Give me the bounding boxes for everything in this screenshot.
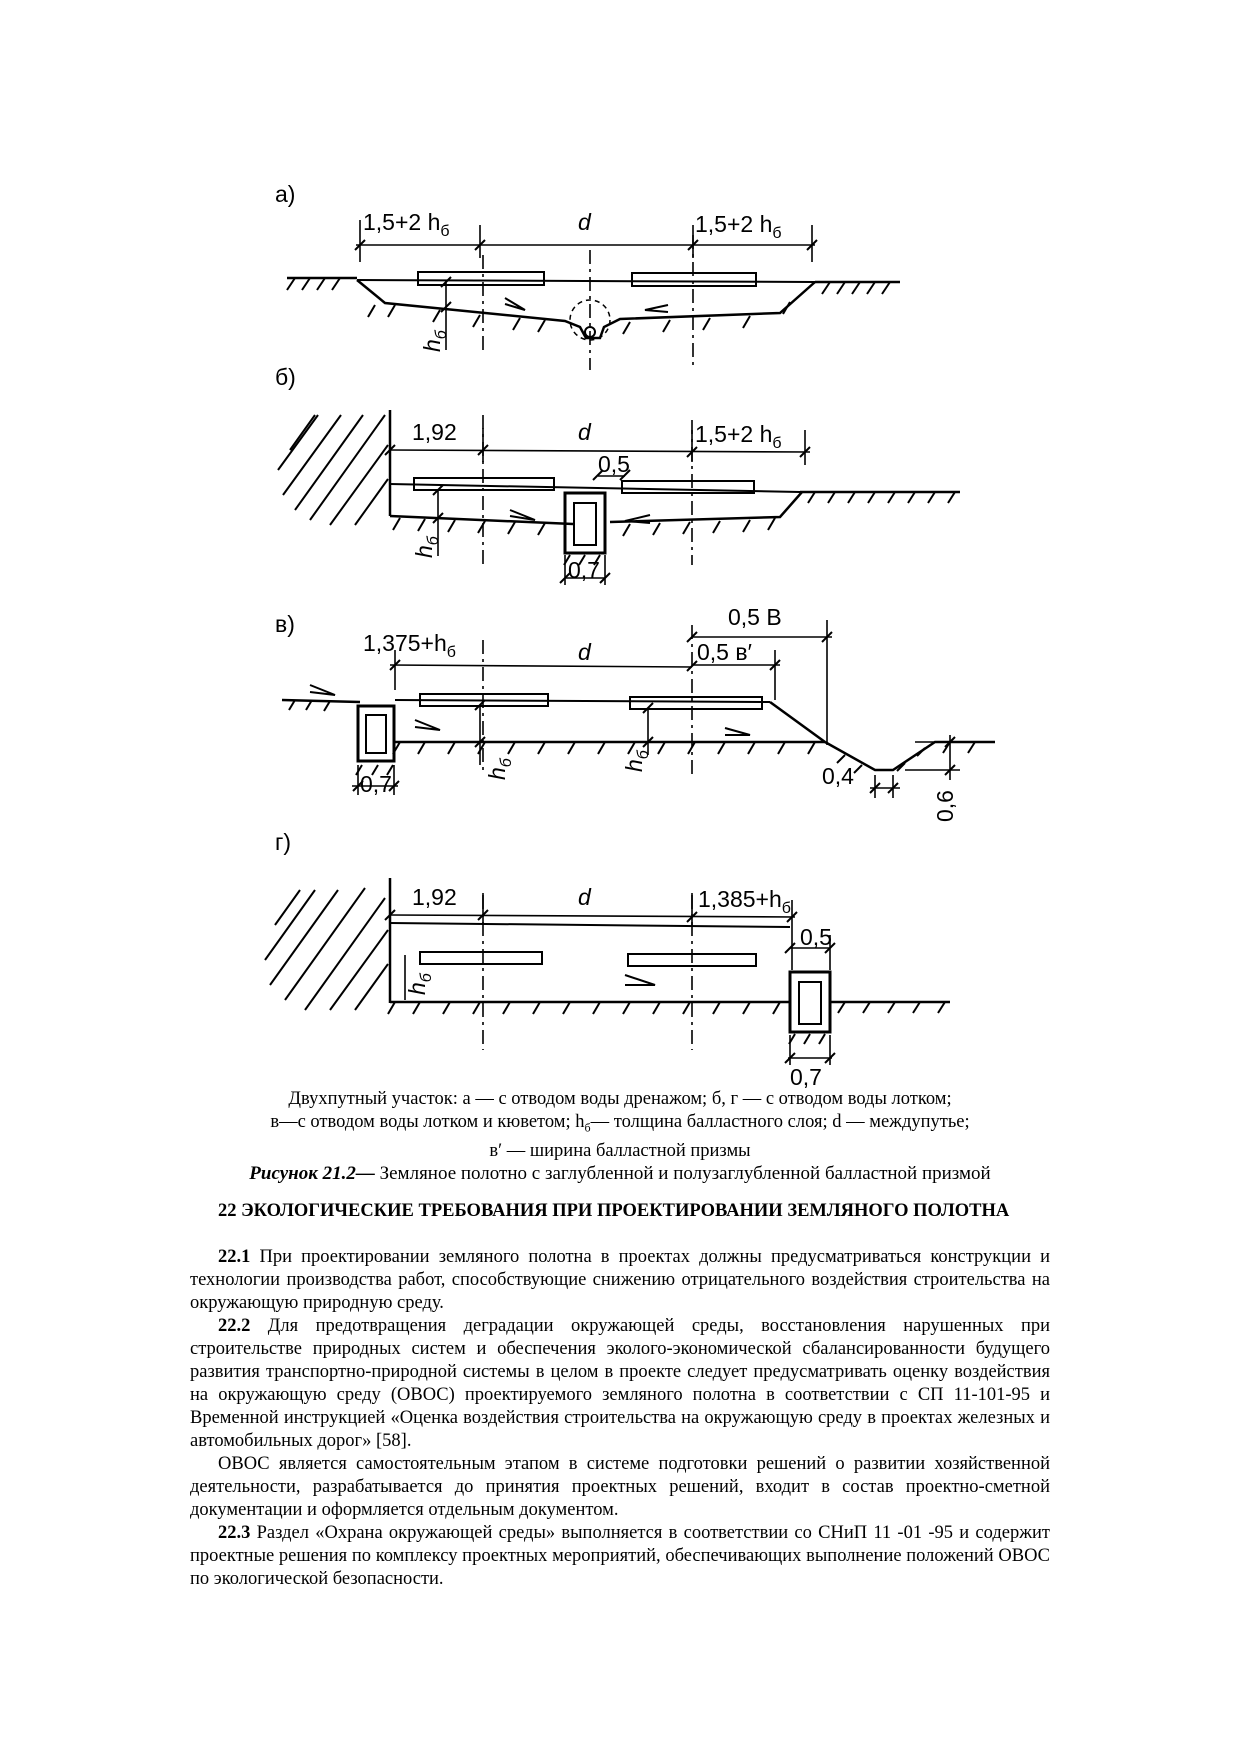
- panel-a-left-dim: 1,5+2 $h_б$: [363, 209, 450, 240]
- panel-b-marker: б): [275, 364, 296, 390]
- panel-b: [278, 410, 960, 585]
- panel-b-left-dim: 1,92: [412, 419, 457, 445]
- panel-v-h-right: $h_б$: [621, 750, 652, 772]
- paragraph-22-1: 22.1 При проектировании земляного полотна в проектах должны предусматриваться конструкции и технологии производства работ, способствующие снижению отрицательного воздействия строительства на окружающую природную среду.: [190, 1247, 1050, 1313]
- section-body: [190, 1246, 1050, 1591]
- caption-line-1: Двухпутный участок: а — с отводом воды дренажом; б, г — с отводом воды лотком;: [288, 1089, 952, 1109]
- panel-g-tray-top: 0,5: [800, 924, 832, 950]
- panel-v-half-v: 0,5 в′: [697, 639, 752, 665]
- panel-v-ditch-depth: 0,6: [932, 790, 958, 822]
- panel-g-marker: г): [275, 829, 292, 855]
- figure-caption: [0, 1088, 1240, 1163]
- panel-g-d: d: [578, 884, 591, 910]
- figure-label: Рисунок 21.2—: [249, 1163, 375, 1184]
- caption-line-3: в′ — ширина балластной призмы: [489, 1140, 751, 1161]
- panel-g-right-dim: $1,385+h_б$: [698, 886, 791, 917]
- panel-g-left-dim: 1,92: [412, 884, 457, 910]
- panel-b-right-dim: 1,5+2 $h_б$: [695, 421, 782, 452]
- figure-title: Рисунок 21.2— Земляное полотно с заглубленной и полузаглубленной балластной призмой: [249, 1163, 991, 1184]
- panel-v-left-dim: $1,375+h_б$: [363, 630, 456, 661]
- panel-a-right-dim: 1,5+2 $h_б$: [695, 211, 782, 242]
- panel-b-tray-bottom: 0,7: [568, 557, 600, 583]
- panel-g: [265, 878, 950, 1065]
- paragraph-22-3: 22.3 Раздел «Охрана окружающей среды» выполняется в соответствии со СНиП 11 -01 -95 и содержит проектные решения по комплексу проектных мероприятий, обеспечивающих выполнение положений ОВОС по экологической безопасности.: [190, 1523, 1050, 1589]
- section-heading: 22 ЭКОЛОГИЧЕСКИЕ ТРЕБОВАНИЯ ПРИ ПРОЕКТИРОВАНИИ ЗЕМЛЯНОГО ПОЛОТНА: [218, 1201, 1010, 1221]
- panel-b-h: $h_б$: [411, 536, 442, 558]
- panel-v-h-left: $h_б$: [484, 758, 515, 780]
- caption-line-2: в—с отводом воды лотком и кюветом; $h_б—$ толщина балластного слоя; d — междупутье;: [270, 1112, 970, 1135]
- panel-b-tray-top: 0,5: [598, 451, 630, 477]
- panel-g-tray-bottom: 0,7: [790, 1064, 822, 1090]
- panel-v-marker: в): [275, 611, 295, 637]
- panel-v-d: d: [578, 639, 591, 665]
- panel-a-h: $h_б$: [419, 330, 450, 352]
- panel-v-ditch-width: 0,4: [822, 763, 854, 789]
- paragraph-ovos: ОВОС является самостоятельным этапом в системе подготовки решений о развитии хозяйственной деятельности, разрабатывается до принятия проектных решений, входит в состав проектно-сметной документации и оформляется отдельным документом.: [190, 1454, 1050, 1520]
- panel-g-h: $h_б$: [404, 973, 435, 995]
- panel-a: [287, 220, 900, 370]
- panel-v-tray-bottom: 0,7: [360, 771, 392, 797]
- panel-b-d: d: [578, 419, 591, 445]
- panel-a-d: d: [578, 209, 591, 235]
- panel-v-half-b: 0,5 В: [728, 604, 782, 630]
- paragraph-22-2: 22.2 Для предотвращения деградации окружающей среды, восстановления нарушенных при строительстве природных систем и обеспечения эколого-экономической сбалансированности будущего развития транспортно-природной системы в целом в проекте следует предусматривать оценку воздействия на окружающую среду (ОВОС) проектируемого земляного полотна в соответствии с СП 11-101-95 и Временной инструкцией «Оценка воздействия строительства на окружающую среду в проектах железных и автомобильных дорог» [58].: [190, 1316, 1050, 1451]
- panel-a-marker: а): [275, 181, 296, 207]
